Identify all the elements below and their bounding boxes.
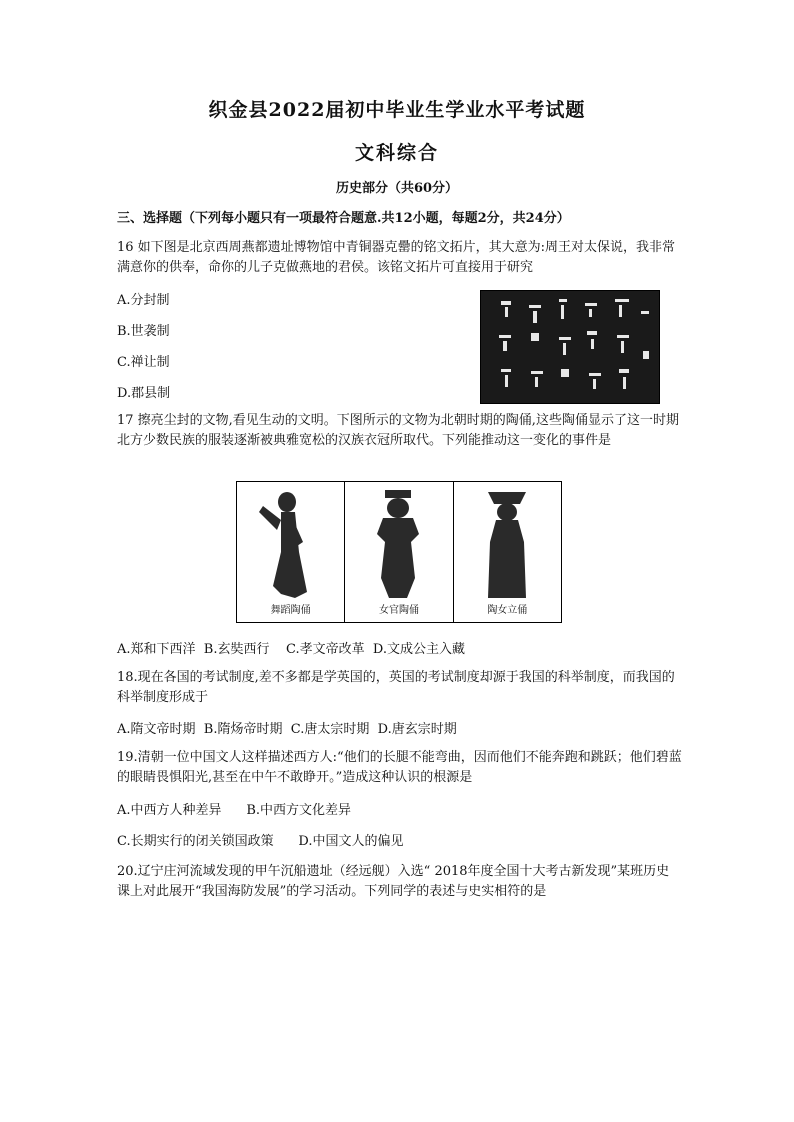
question-18-stem: 18.现在各国的考试制度,差不多都是学英国的，英国的考试制度却源于我国的科举制度，而我国的科举制度形成于: [117, 670, 675, 705]
q16-option-a: A.分封制: [117, 293, 170, 308]
part-heading: 历史部分（共60分）: [335, 181, 459, 196]
figure-dancing: [237, 482, 345, 622]
q19-options-row2: C.长期实行的闭关锁国政策 D.中国文人的偏见: [117, 834, 404, 849]
question-19-stem: 19.清朝一位中国文人这样描述西方人:“他们的长腿不能弯曲，因而他们不能奔跑和跳跃；他们碧蓝的眼睛畏惧阳光,甚至在中午不敢睁开。”造成这种认识的根源是: [117, 750, 682, 785]
exam-title: 织金县2022届初中毕业生学业水平考试题: [208, 99, 586, 121]
section-heading: 三、选择题（下列每小题只有一项最符合题意.共12小题，每题2分，共24分）: [117, 211, 570, 226]
caption-official: 女官陶俑: [378, 605, 419, 616]
q16-option-c: C.禅让制: [117, 355, 170, 370]
exam-subtitle: 文科综合: [354, 142, 439, 164]
q17-options: A.郑和下西洋 B.玄奘西行 C.孝文帝改革 D.文成公主入藏: [117, 642, 465, 657]
pottery-figures-panel: [236, 481, 562, 623]
q16-option-d: D.郡县制: [117, 386, 171, 401]
rubbing-glyphs: [481, 291, 659, 403]
q18-options: A.隋文帝时期 B.隋炀帝时期 C.唐太宗时期 D.唐玄宗时期: [117, 722, 457, 737]
question-16-stem: 16 如下图是北京西周燕都遗址博物馆中青铜器克罍的铭文拓片，其大意为:周王对太保说，我非常满意你的供奉，命你的儿子克做燕地的君侯。该铭文拓片可直接用于研究: [117, 240, 676, 275]
caption-standing: 陶女立俑: [487, 605, 528, 616]
caption-dancing: 舞蹈陶俑: [270, 605, 311, 616]
figure-official: [345, 482, 453, 622]
q19-options-row1: A.中西方人种差异 B.中西方文化差异: [117, 803, 352, 818]
question-17-stem: 17 擦亮尘封的文物,看见生动的文明。下图所示的文物为北朝时期的陶俑,这些陶俑显示了这一时期北方少数民族的服装逐渐被典雅宽松的汉族衣冠所取代。下列能推动这一变化的事件是: [117, 413, 679, 448]
figure-standing: [454, 482, 561, 622]
question-20-stem: 20.辽宁庄河流域发现的甲午沉船遗址（经远舰）入选“ 2018年度全国十大考古新发现”某班历史课上对此展开“我国海防发展”的学习活动。下列同学的表述与史实相符的是: [117, 864, 670, 899]
inscription-rubbing-image: [480, 290, 660, 404]
q16-option-b: B.世袭制: [117, 324, 170, 339]
